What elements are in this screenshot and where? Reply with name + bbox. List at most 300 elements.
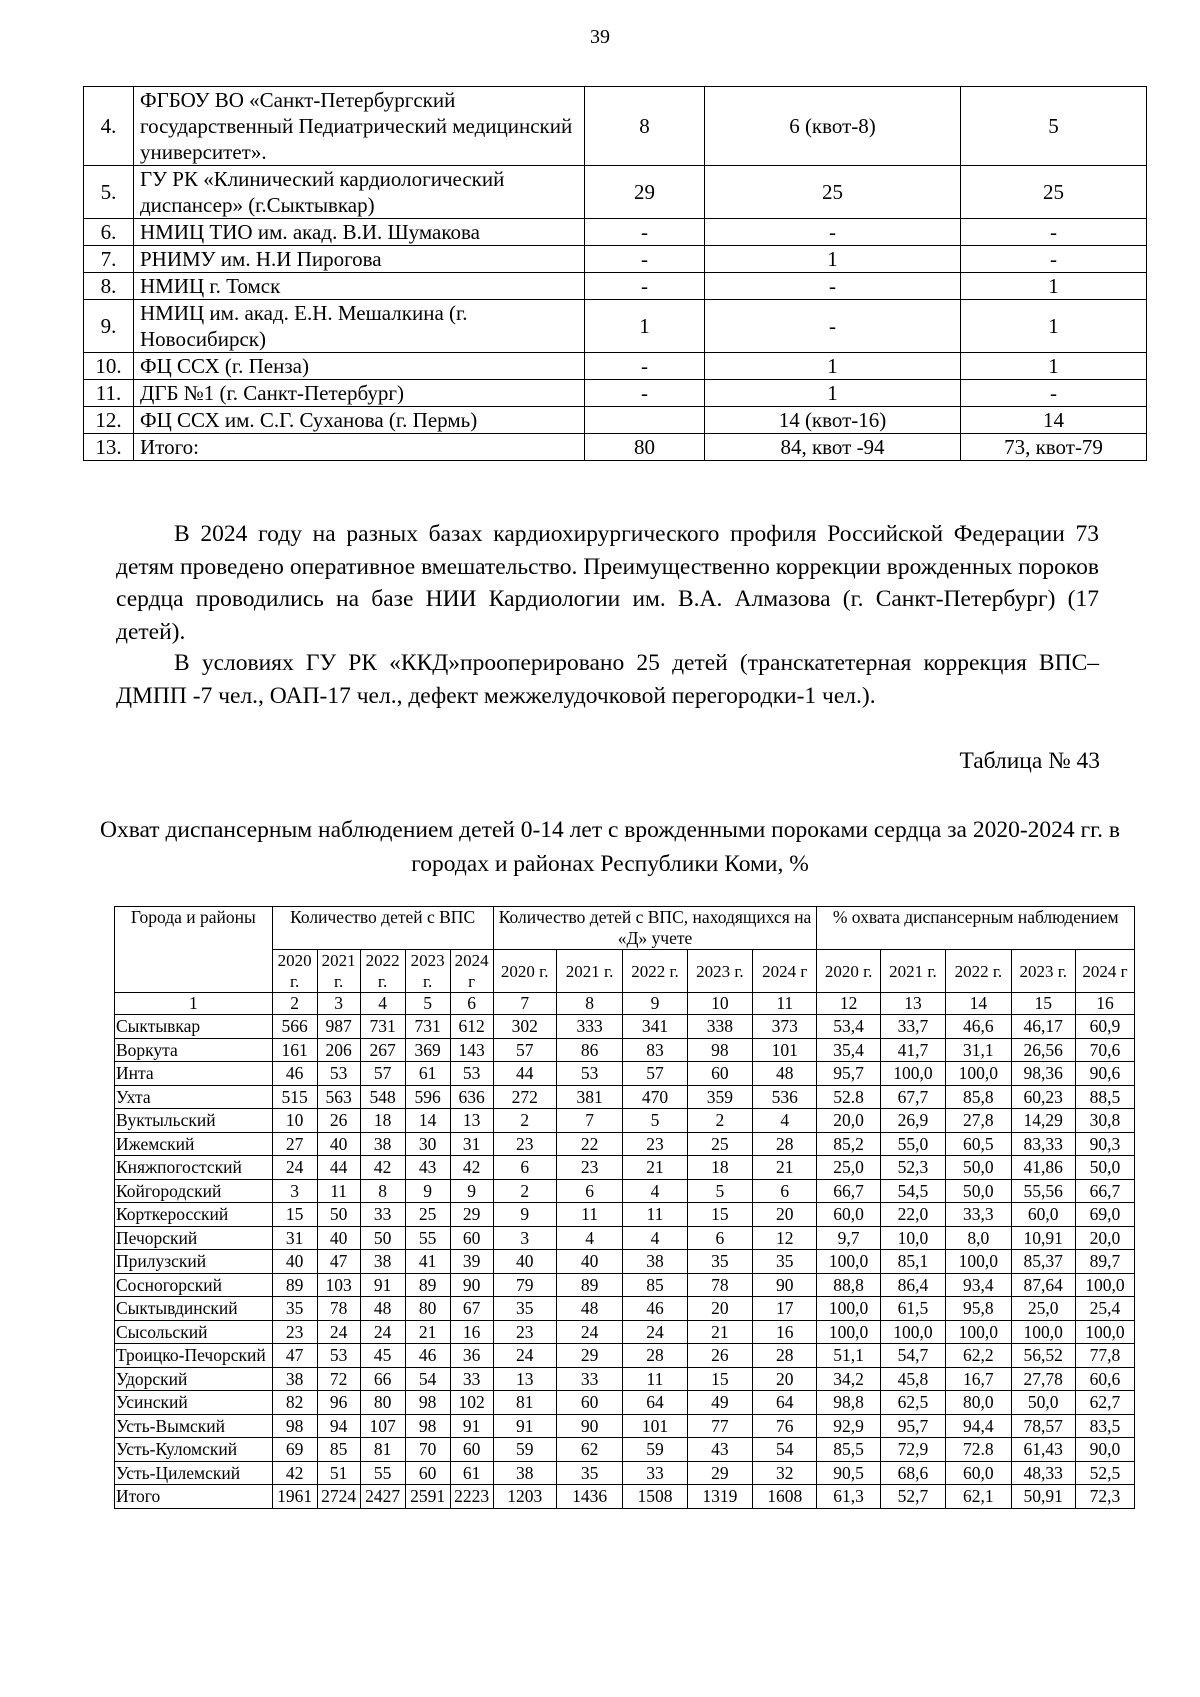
table-cell: 48,33 xyxy=(1011,1461,1075,1485)
table-cell: 45,8 xyxy=(880,1367,945,1391)
table-cell: 15 xyxy=(272,1203,317,1227)
table-cell: 381 xyxy=(556,1085,622,1109)
value-2024: 5 xyxy=(961,87,1147,166)
surgery-bases-table xyxy=(83,86,1147,461)
table-cell: 55,56 xyxy=(1011,1179,1075,1203)
table-cell: 91 xyxy=(450,1414,493,1438)
table-cell: 98 xyxy=(687,1038,752,1062)
value-2024: - xyxy=(961,219,1147,246)
table-cell: 2 xyxy=(687,1109,752,1133)
table-cell: 62 xyxy=(556,1438,622,1462)
table-cell: 24 xyxy=(556,1320,622,1344)
table-cell: 23 xyxy=(623,1132,687,1156)
table-row xyxy=(84,273,1147,300)
table-cell: 48 xyxy=(360,1297,405,1321)
table-cell: 51,1 xyxy=(817,1344,880,1368)
value-2023: 25 xyxy=(705,166,961,219)
table-cell: 98,36 xyxy=(1011,1062,1075,1086)
table-cell: 10 xyxy=(272,1109,317,1133)
table-cell: 60 xyxy=(450,1226,493,1250)
table-cell: 101 xyxy=(753,1038,817,1062)
table-cell: 33,7 xyxy=(880,1015,945,1039)
table-cell: 4 xyxy=(623,1179,687,1203)
table-cell: 333 xyxy=(556,1015,622,1039)
table-cell: 85 xyxy=(317,1438,360,1462)
value-2023: 6 (квот-8) xyxy=(705,87,961,166)
table-cell: 50,0 xyxy=(946,1179,1011,1203)
table-cell: 20,0 xyxy=(817,1109,880,1133)
table-cell: 59 xyxy=(493,1438,556,1462)
table-cell: 86,4 xyxy=(880,1273,945,1297)
header-year: 2023 г. xyxy=(687,950,752,993)
table-cell: 22 xyxy=(556,1132,622,1156)
table-cell: 566 xyxy=(272,1015,317,1039)
table-cell: 85,8 xyxy=(946,1085,1011,1109)
table-cell: 11 xyxy=(623,1367,687,1391)
table-cell: 46 xyxy=(405,1344,450,1368)
table-cell: 1508 xyxy=(623,1485,687,1509)
table-cell: 50,91 xyxy=(1011,1485,1075,1509)
table-cell: 53 xyxy=(317,1344,360,1368)
institution-name: НМИЦ г. Томск xyxy=(134,273,585,300)
header-year: 2023 г. xyxy=(1011,950,1075,993)
table-cell: 82 xyxy=(272,1391,317,1415)
column-number: 2 xyxy=(272,993,317,1015)
table-cell: 25 xyxy=(687,1132,752,1156)
table-cell: 44 xyxy=(317,1156,360,1180)
row-number: 12. xyxy=(84,407,134,434)
table-cell: 69 xyxy=(272,1438,317,1462)
table-row xyxy=(115,1038,1135,1062)
table-cell: 21 xyxy=(405,1320,450,1344)
place-name: Итого xyxy=(115,1485,273,1509)
table-cell: 83,5 xyxy=(1075,1414,1134,1438)
table-cell: 45 xyxy=(360,1344,405,1368)
table-cell: 61 xyxy=(450,1461,493,1485)
table-cell: 55 xyxy=(405,1226,450,1250)
table-cell: 23 xyxy=(556,1156,622,1180)
column-number: 4 xyxy=(360,993,405,1015)
table-cell: 50,0 xyxy=(1011,1391,1075,1415)
table-cell: 55 xyxy=(360,1461,405,1485)
table-cell: 103 xyxy=(317,1273,360,1297)
table-cell: 77,8 xyxy=(1075,1344,1134,1368)
value-2024: 1 xyxy=(961,300,1147,353)
value-2022: 1 xyxy=(585,300,705,353)
table-cell: 2223 xyxy=(450,1485,493,1509)
table-cell: 11 xyxy=(556,1203,622,1227)
table-cell: 52.8 xyxy=(817,1085,880,1109)
table-cell: 59 xyxy=(623,1438,687,1462)
table-cell: 33 xyxy=(450,1367,493,1391)
table-cell: 53 xyxy=(450,1062,493,1086)
value-2022: - xyxy=(585,380,705,407)
table-cell: 302 xyxy=(493,1015,556,1039)
table-cell: 41 xyxy=(405,1250,450,1274)
table-cell: 20,0 xyxy=(1075,1226,1134,1250)
table-cell: 91 xyxy=(493,1414,556,1438)
header-year: 2021 г. xyxy=(880,950,945,993)
table-row xyxy=(115,1226,1135,1250)
header-year: 2024 г xyxy=(450,950,493,993)
table-cell: 25,0 xyxy=(817,1156,880,1180)
table-cell: 46 xyxy=(272,1062,317,1086)
table-row xyxy=(84,219,1147,246)
table-cell: 21 xyxy=(623,1156,687,1180)
table-cell: 636 xyxy=(450,1085,493,1109)
table-cell: 89 xyxy=(556,1273,622,1297)
value-2022 xyxy=(585,407,705,434)
institution-name: Итого: xyxy=(134,434,585,461)
place-name: Сысольский xyxy=(115,1320,273,1344)
table-cell: 22,0 xyxy=(880,1203,945,1227)
column-number: 14 xyxy=(946,993,1011,1015)
table-cell: 6 xyxy=(493,1156,556,1180)
place-name: Инта xyxy=(115,1062,273,1086)
institution-name: ГУ РК «Клинический кардиологический диспансер» (г.Сыктывкар) xyxy=(134,166,585,219)
table-row xyxy=(115,1391,1135,1415)
header-place: Города и районы xyxy=(115,907,273,993)
table-cell: 39 xyxy=(450,1250,493,1274)
table-cell: 42 xyxy=(272,1461,317,1485)
table-cell: 72.8 xyxy=(946,1438,1011,1462)
table-cell: 43 xyxy=(687,1438,752,1462)
table-cell: 35 xyxy=(556,1461,622,1485)
table-cell: 206 xyxy=(317,1038,360,1062)
row-number: 11. xyxy=(84,380,134,407)
table-cell: 100,0 xyxy=(1075,1320,1134,1344)
table-cell: 3 xyxy=(272,1179,317,1203)
place-name: Прилузский xyxy=(115,1250,273,1274)
header-year: 2022 г. xyxy=(360,950,405,993)
place-name: Усть-Вымский xyxy=(115,1414,273,1438)
table-cell: 24 xyxy=(317,1320,360,1344)
institution-name: ФЦ ССХ (г. Пенза) xyxy=(134,353,585,380)
column-number: 8 xyxy=(556,993,622,1015)
column-number: 7 xyxy=(493,993,556,1015)
value-2022: 8 xyxy=(585,87,705,166)
table-cell: 50 xyxy=(317,1203,360,1227)
value-2024: 14 xyxy=(961,407,1147,434)
table-cell: 46,6 xyxy=(946,1015,1011,1039)
table-cell: 10,0 xyxy=(880,1226,945,1250)
table-cell: 42 xyxy=(450,1156,493,1180)
table-cell: 1961 xyxy=(272,1485,317,1509)
table-cell: 60,0 xyxy=(1011,1203,1075,1227)
value-2024: 25 xyxy=(961,166,1147,219)
place-name: Сосногорский xyxy=(115,1273,273,1297)
table-cell: 25 xyxy=(405,1203,450,1227)
table-cell: 369 xyxy=(405,1038,450,1062)
table-cell: 8 xyxy=(360,1179,405,1203)
table-cell: 272 xyxy=(493,1085,556,1109)
column-number: 10 xyxy=(687,993,752,1015)
place-name: Сыктывкар xyxy=(115,1015,273,1039)
table-cell: 35,4 xyxy=(817,1038,880,1062)
institution-name: НМИЦ ТИО им. акад. В.И. Шумакова xyxy=(134,219,585,246)
table-cell: 2591 xyxy=(405,1485,450,1509)
table-cell: 100,0 xyxy=(880,1062,945,1086)
table-cell: 17 xyxy=(753,1297,817,1321)
table-cell: 1319 xyxy=(687,1485,752,1509)
table-cell: 33 xyxy=(360,1203,405,1227)
header-year: 2024 г xyxy=(1075,950,1134,993)
table-cell: 31,1 xyxy=(946,1038,1011,1062)
table-cell: 70,6 xyxy=(1075,1038,1134,1062)
place-name: Ижемский xyxy=(115,1132,273,1156)
table-cell: 359 xyxy=(687,1085,752,1109)
table-cell: 987 xyxy=(317,1015,360,1039)
table-row xyxy=(115,1156,1135,1180)
table-cell: 18 xyxy=(687,1156,752,1180)
table-cell: 95,8 xyxy=(946,1297,1011,1321)
table-cell: 4 xyxy=(623,1226,687,1250)
place-name: Усть-Куломский xyxy=(115,1438,273,1462)
table-cell: 10,91 xyxy=(1011,1226,1075,1250)
place-name: Койгородский xyxy=(115,1179,273,1203)
row-number: 13. xyxy=(84,434,134,461)
table-cell: 40 xyxy=(493,1250,556,1274)
table-cell: 85 xyxy=(623,1273,687,1297)
table-cell: 24 xyxy=(272,1156,317,1180)
table-row xyxy=(84,87,1147,166)
table-cell: 47 xyxy=(272,1344,317,1368)
table-cell: 470 xyxy=(623,1085,687,1109)
table-cell: 95,7 xyxy=(880,1414,945,1438)
table-cell: 77 xyxy=(687,1414,752,1438)
table-cell: 52,3 xyxy=(880,1156,945,1180)
table-cell: 72,9 xyxy=(880,1438,945,1462)
table-cell: 48 xyxy=(753,1062,817,1086)
table-cell: 50,0 xyxy=(1075,1156,1134,1180)
table-cell: 83,33 xyxy=(1011,1132,1075,1156)
institution-name: ФГБОУ ВО «Санкт-Петербургский государственный Педиатрический медицинский университет». xyxy=(134,87,585,166)
table-cell: 80 xyxy=(405,1297,450,1321)
table-cell: 46 xyxy=(623,1297,687,1321)
table-cell: 60,9 xyxy=(1075,1015,1134,1039)
value-2023: 84, квот -94 xyxy=(705,434,961,461)
table-cell: 3 xyxy=(493,1226,556,1250)
table-cell: 85,5 xyxy=(817,1438,880,1462)
table-cell: 56,52 xyxy=(1011,1344,1075,1368)
table-cell: 53 xyxy=(556,1062,622,1086)
table-row xyxy=(115,1320,1135,1344)
table-cell: 38 xyxy=(272,1367,317,1391)
table-cell: 28 xyxy=(753,1132,817,1156)
table-cell: 29 xyxy=(556,1344,622,1368)
table-cell: 83 xyxy=(623,1038,687,1062)
table-cell: 67,7 xyxy=(880,1085,945,1109)
table-cell: 47 xyxy=(317,1250,360,1274)
table-cell: 35 xyxy=(753,1250,817,1274)
table-row xyxy=(115,1132,1135,1156)
table-cell: 62,1 xyxy=(946,1485,1011,1509)
row-number: 9. xyxy=(84,300,134,353)
table-cell: 5 xyxy=(623,1109,687,1133)
table-cell: 26,9 xyxy=(880,1109,945,1133)
table-cell: 107 xyxy=(360,1414,405,1438)
table-cell: 54,5 xyxy=(880,1179,945,1203)
table-cell: 23 xyxy=(493,1320,556,1344)
header-year: 2020 г. xyxy=(817,950,880,993)
table-row xyxy=(115,1461,1135,1485)
table-cell: 28 xyxy=(623,1344,687,1368)
table-cell: 40 xyxy=(317,1132,360,1156)
table-cell: 62,2 xyxy=(946,1344,1011,1368)
table-cell: 16,7 xyxy=(946,1367,1011,1391)
row-number: 5. xyxy=(84,166,134,219)
table-row xyxy=(84,407,1147,434)
table-cell: 100,0 xyxy=(946,1250,1011,1274)
table-row xyxy=(84,246,1147,273)
table-cell: 90,6 xyxy=(1075,1062,1134,1086)
table-cell: 85,2 xyxy=(817,1132,880,1156)
table-cell: 11 xyxy=(623,1203,687,1227)
table-row xyxy=(115,1015,1135,1039)
table-cell: 61,43 xyxy=(1011,1438,1075,1462)
table-cell: 13 xyxy=(450,1109,493,1133)
table-cell: 30,8 xyxy=(1075,1109,1134,1133)
table-cell: 38 xyxy=(360,1250,405,1274)
table-cell: 100,0 xyxy=(817,1250,880,1274)
table-cell: 60,0 xyxy=(817,1203,880,1227)
table-cell: 69,0 xyxy=(1075,1203,1134,1227)
table-cell: 38 xyxy=(623,1250,687,1274)
table-cell: 40 xyxy=(556,1250,622,1274)
table-cell: 89,7 xyxy=(1075,1250,1134,1274)
table-cell: 100,0 xyxy=(817,1297,880,1321)
table-cell: 85,1 xyxy=(880,1250,945,1274)
value-2023: 1 xyxy=(705,380,961,407)
table-row xyxy=(115,1367,1135,1391)
table-cell: 66,7 xyxy=(817,1179,880,1203)
table-cell: 26 xyxy=(317,1109,360,1133)
value-2023: - xyxy=(705,273,961,300)
place-name: Троицко-Печорский xyxy=(115,1344,273,1368)
table-cell: 61,5 xyxy=(880,1297,945,1321)
table-cell: 15 xyxy=(687,1367,752,1391)
page-number: 39 xyxy=(590,26,610,48)
table-row xyxy=(115,1273,1135,1297)
table-cell: 85,37 xyxy=(1011,1250,1075,1274)
place-name: Усинский xyxy=(115,1391,273,1415)
table-cell: 267 xyxy=(360,1038,405,1062)
header-year: 2023 г. xyxy=(405,950,450,993)
table-cell: 38 xyxy=(493,1461,556,1485)
table-cell: 23 xyxy=(493,1132,556,1156)
table-cell: 50,0 xyxy=(946,1156,1011,1180)
table-cell: 49 xyxy=(687,1391,752,1415)
table-cell: 41,86 xyxy=(1011,1156,1075,1180)
table-cell: 26,56 xyxy=(1011,1038,1075,1062)
place-name: Удорский xyxy=(115,1367,273,1391)
column-number: 12 xyxy=(817,993,880,1015)
table-cell: 88,8 xyxy=(817,1273,880,1297)
table-cell: 21 xyxy=(687,1320,752,1344)
table-cell: 16 xyxy=(450,1320,493,1344)
table-row xyxy=(84,380,1147,407)
table-cell: 35 xyxy=(272,1297,317,1321)
table-cell: 46,17 xyxy=(1011,1015,1075,1039)
table-cell: 1608 xyxy=(753,1485,817,1509)
table-cell: 20 xyxy=(753,1367,817,1391)
table-cell: 90,0 xyxy=(1075,1438,1134,1462)
table-cell: 55,0 xyxy=(880,1132,945,1156)
table-cell: 79 xyxy=(493,1273,556,1297)
header-year: 2020 г. xyxy=(493,950,556,993)
table-cell: 78 xyxy=(317,1297,360,1321)
table-row xyxy=(115,1203,1135,1227)
table-cell: 4 xyxy=(556,1226,622,1250)
value-2022: - xyxy=(585,353,705,380)
table-cell: 98,8 xyxy=(817,1391,880,1415)
value-2022: 80 xyxy=(585,434,705,461)
value-2023: 1 xyxy=(705,246,961,273)
table-row xyxy=(84,166,1147,219)
value-2023: 1 xyxy=(705,353,961,380)
table-cell: 72,3 xyxy=(1075,1485,1134,1509)
table-row xyxy=(115,1085,1135,1109)
table-cell: 2724 xyxy=(317,1485,360,1509)
table-cell: 89 xyxy=(405,1273,450,1297)
place-name: Корткеросский xyxy=(115,1203,273,1227)
table-cell: 100,0 xyxy=(880,1320,945,1344)
table-cell: 338 xyxy=(687,1015,752,1039)
table-cell: 70 xyxy=(405,1438,450,1462)
table-cell: 12 xyxy=(753,1226,817,1250)
table-cell: 27 xyxy=(272,1132,317,1156)
column-number: 3 xyxy=(317,993,360,1015)
table-cell: 96 xyxy=(317,1391,360,1415)
table-cell: 87,64 xyxy=(1011,1273,1075,1297)
table-cell: 27,8 xyxy=(946,1109,1011,1133)
table-row xyxy=(115,1438,1135,1462)
column-number: 13 xyxy=(880,993,945,1015)
table-cell: 38 xyxy=(360,1132,405,1156)
table-cell: 35 xyxy=(687,1250,752,1274)
table-cell: 94,4 xyxy=(946,1414,1011,1438)
table-cell: 102 xyxy=(450,1391,493,1415)
table-cell: 86 xyxy=(556,1038,622,1062)
table-cell: 57 xyxy=(623,1062,687,1086)
header-year: 2020 г. xyxy=(272,950,317,993)
institution-name: НМИЦ им. акад. Е.Н. Мешалкина (г. Новосибирск) xyxy=(134,300,585,353)
table-cell: 60 xyxy=(450,1438,493,1462)
table-cell: 54 xyxy=(753,1438,817,1462)
table-cell: 72 xyxy=(317,1367,360,1391)
place-name: Печорский xyxy=(115,1226,273,1250)
table-cell: 9,7 xyxy=(817,1226,880,1250)
table-cell: 91 xyxy=(360,1273,405,1297)
table-cell: 60 xyxy=(687,1062,752,1086)
table-cell: 53,4 xyxy=(817,1015,880,1039)
table-cell: 731 xyxy=(360,1015,405,1039)
value-2024: 1 xyxy=(961,273,1147,300)
table-cell: 1203 xyxy=(493,1485,556,1509)
table-cell: 90,3 xyxy=(1075,1132,1134,1156)
value-2024: - xyxy=(961,246,1147,273)
table-cell: 89 xyxy=(272,1273,317,1297)
table-cell: 90 xyxy=(753,1273,817,1297)
table-cell: 2427 xyxy=(360,1485,405,1509)
table-row xyxy=(115,1250,1135,1274)
table-cell: 78,57 xyxy=(1011,1414,1075,1438)
table-number: Таблица № 43 xyxy=(959,748,1100,774)
table-cell: 30 xyxy=(405,1132,450,1156)
table-cell: 34,2 xyxy=(817,1367,880,1391)
table-cell: 80 xyxy=(360,1391,405,1415)
column-number: 6 xyxy=(450,993,493,1015)
